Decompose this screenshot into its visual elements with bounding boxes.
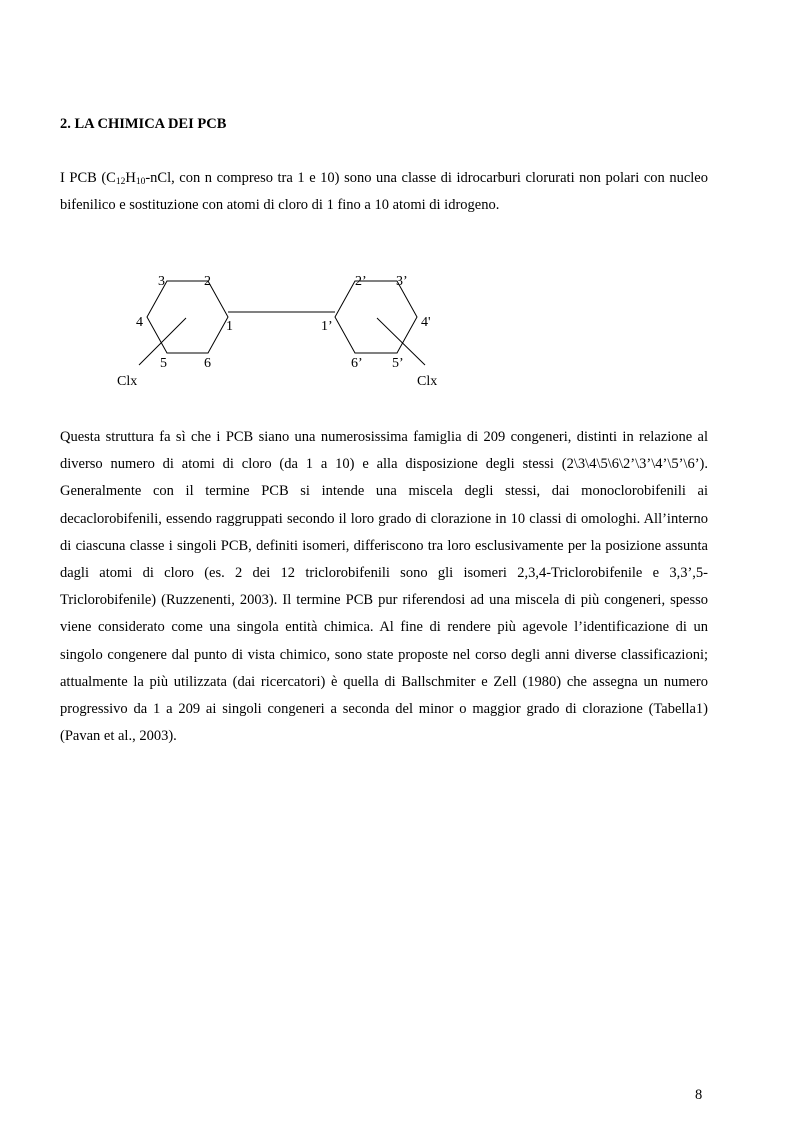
body-paragraph: Questa struttura fa sì che i PCB siano una numerosissima famiglia di 209 congeneri, distinti in relazione al diverso numero di atomi di cloro (da 1 a 10) e alla disposizione degli stessi (2\3\4\5\6\2’\3’\4’\5’\6’). Generalmente con il termine PCB si intende una miscela degli stessi, dai monoclorobifenili ai decaclorobifenili, essendo raggruppati secondo il loro grado di clorazione in 10 classi di omologhi. All’interno di ciascuna classe i singoli PCB, definiti isomeri, differiscono tra loro esclusivamente per la posizione assunta dagli atomi di cloro (es. 2 dei 12 triclorobifenili sono gli isomeri 2,3,4-Triclorobifenile e 3,3’,5- Triclorobifenile) (Ruzzenenti, 2003). Il termine PCB pur riferendosi ad una miscela di più congeneri, spesso viene considerato come una singola entità chimica. Al fine di rendere più agevole l’identificazione di un singolo congenere dal punto di vista chimico, sono state proposte nel corso degli anni diverse classificazioni; attualmente la più utilizzata (dai ricercatori) è quella di Ballschmiter e Zell (1980) che assegna un numero progressivo da 1 a 209 ai singoli congeneri a seconda del minor o maggior grado di clorazione (Tabella1) (Pavan et al., 2003). [60,429,708,745]
biphenyl-structure-diagram [100,268,460,398]
right-pos-4-label: 4' [421,315,431,330]
right-clx-label: Clx [417,374,438,389]
left-pos-1-label: 1 [226,319,233,334]
right-pos-2-label: 2’ [355,274,367,289]
left-clx-label: Clx [117,374,138,389]
section-heading: 2. LA CHIMICA DEI PCB [60,116,227,132]
intro-text-2: H [125,170,136,186]
left-pos-5-label: 5 [160,356,167,371]
biphenyl-structure-svg [100,268,460,398]
left-benzene-ring [147,281,228,353]
left-pos-6-label: 6 [204,356,211,371]
right-pos-1-label: 1’ [321,319,333,334]
right-benzene-ring [335,281,417,353]
carbon-subscript: 12 [115,177,126,187]
intro-paragraph [60,165,708,219]
intro-text-3: -nCl, con n compreso tra 1 e 10) sono una classe di idrocarburi clorurati non polari con nucleo bifenilico e sostituzione con atomi di cloro di 1 fino a 10 atomi di idrogeno. [60,170,708,214]
right-pos-3-label: 3’ [396,274,408,289]
left-pos-3-label: 3 [158,274,165,289]
intro-text-1: I PCB (C [60,170,116,186]
hydrogen-subscript: 10 [135,177,146,187]
page-number: 8 [695,1087,703,1103]
left-pos-2-label: 2 [204,274,211,289]
right-pos-5-label: 5’ [392,356,404,371]
left-pos-4-label: 4 [136,315,143,330]
right-pos-6-label: 6’ [351,356,363,371]
